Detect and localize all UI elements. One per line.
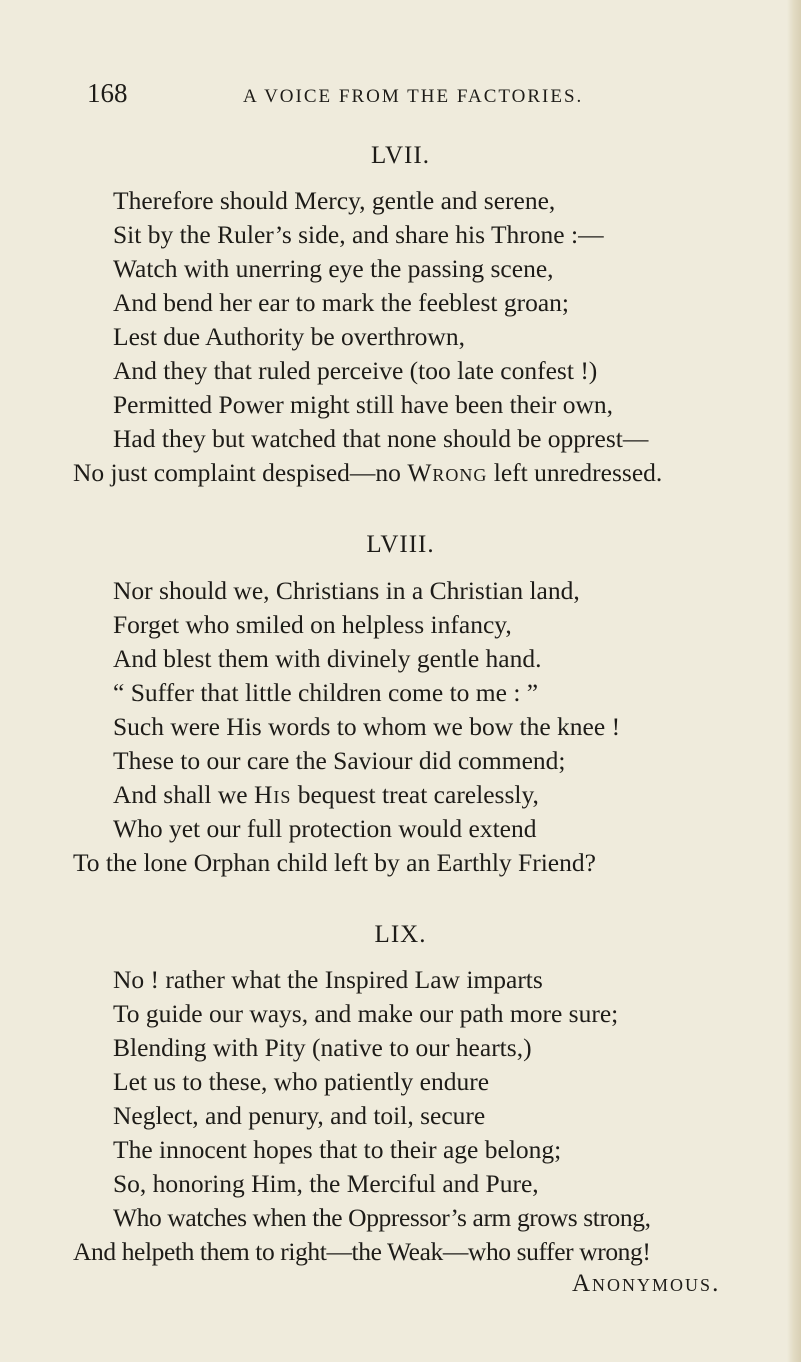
page-edge-shadow bbox=[787, 0, 801, 1362]
verse-line: These to our care the Saviour did commend; bbox=[113, 746, 566, 775]
author-signature: Anonymous. bbox=[572, 1270, 721, 1297]
verse-line: Who yet our full protection would extend bbox=[113, 814, 537, 843]
verse-line: And helpeth them to right—the Weak—who suffer wrong! bbox=[73, 1237, 651, 1266]
verse-line: Sit by the Ruler’s side, and share his Throne :— bbox=[113, 220, 604, 249]
verse-line: So, honoring Him, the Merciful and Pure, bbox=[113, 1169, 539, 1198]
verse-line: Watch with unerring eye the passing scene, bbox=[113, 254, 554, 283]
verse-line: To the lone Orphan child left by an Earthly Friend? bbox=[73, 848, 596, 877]
verse-text: left unredressed. bbox=[487, 458, 663, 487]
small-caps-word: His bbox=[253, 780, 292, 809]
verse-line bbox=[113, 779, 539, 810]
page-header bbox=[87, 78, 660, 112]
verse-line: Therefore should Mercy, gentle and serene, bbox=[113, 186, 556, 215]
verse-text: bequest treat carelessly, bbox=[291, 780, 539, 809]
verse-line: Had they but watched that none should be opprest— bbox=[113, 424, 649, 453]
verse-line: “ Suffer that little children come to me : ” bbox=[113, 678, 539, 707]
verse-line: And they that ruled perceive (too late confest !) bbox=[113, 356, 598, 385]
verse-line bbox=[73, 457, 662, 488]
verse-line: The innocent hopes that to their age belong; bbox=[113, 1135, 562, 1164]
verse-line: To guide our ways, and make our path more sure; bbox=[113, 999, 619, 1028]
verse-line: Such were His words to whom we bow the knee ! bbox=[113, 712, 621, 741]
verse-line: Forget who smiled on helpless infancy, bbox=[113, 610, 512, 639]
stanza-numeral: LIX. bbox=[374, 921, 427, 948]
verse-text: No just complaint despised—no bbox=[73, 458, 408, 487]
verse-text: And shall we bbox=[113, 780, 254, 809]
verse-line: Nor should we, Christians in a Christian land, bbox=[113, 576, 580, 605]
stanza-numeral: LVII. bbox=[371, 142, 430, 169]
stanza-numeral: LVIII. bbox=[366, 531, 435, 558]
verse-line: Let us to these, who patiently endure bbox=[113, 1067, 490, 1096]
verse-line: And blest them with divinely gentle hand. bbox=[113, 644, 542, 673]
running-title: A VOICE FROM THE FACTORIES. bbox=[243, 86, 584, 107]
verse-line: Neglect, and penury, and toil, secure bbox=[113, 1101, 486, 1130]
verse-line: Blending with Pity (native to our hearts,) bbox=[113, 1033, 532, 1062]
verse-line: And bend her ear to mark the feeblest groan; bbox=[113, 288, 569, 317]
verse-line: Who watches when the Oppressor’s arm grows strong, bbox=[113, 1203, 651, 1232]
verse-line: No ! rather what the Inspired Law imparts bbox=[113, 965, 543, 994]
verse-line: Permitted Power might still have been their own, bbox=[113, 390, 613, 419]
verse-line: Lest due Authority be overthrown, bbox=[113, 322, 465, 351]
page-number: 168 bbox=[87, 78, 128, 108]
small-caps-word: Wrong bbox=[407, 458, 488, 487]
